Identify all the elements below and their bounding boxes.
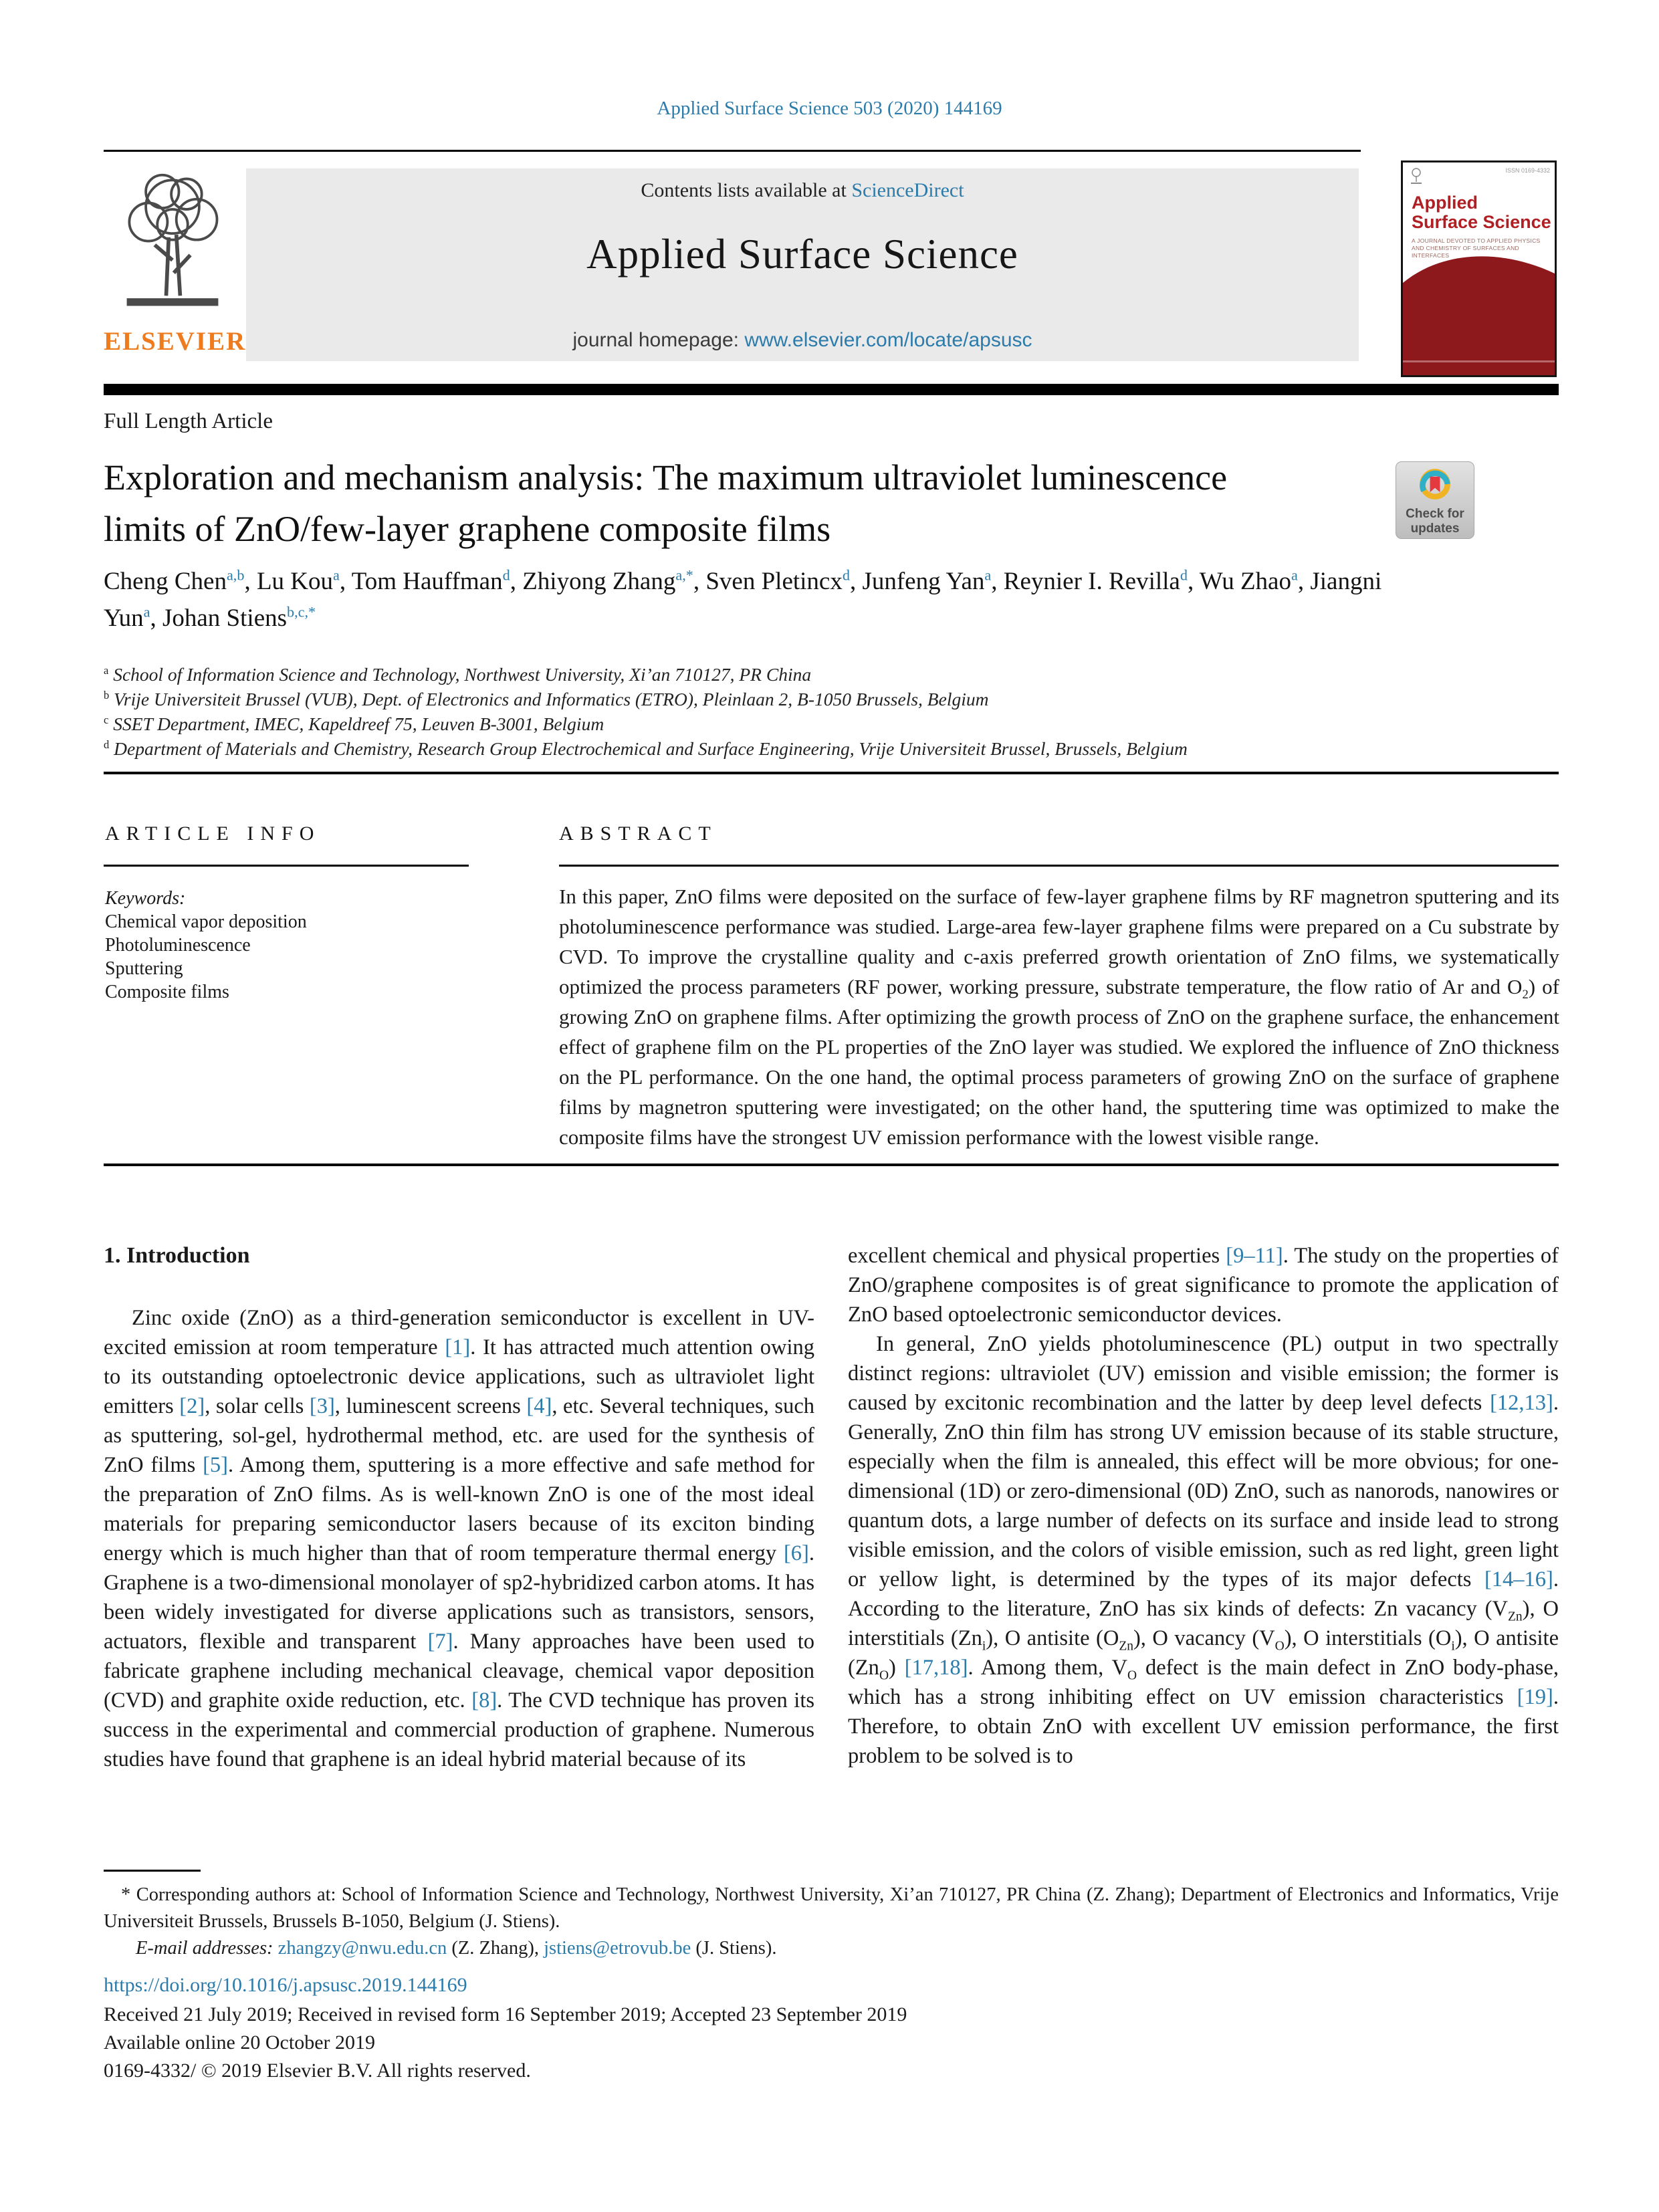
text-span: Department of Materials and Chemistry, Research Group Electrochemical and Surface Engineering, Vrije Universiteit Brussel, Brussels, Belgium: [114, 738, 1188, 759]
footnote-block: [104, 1882, 1559, 1962]
author-affiliation-superscript[interactable]: a: [333, 566, 340, 584]
citation-link[interactable]: [2]: [179, 1394, 205, 1418]
cover-title: Applied Surface Science: [1412, 193, 1551, 232]
email-link[interactable]: jstiens@etrovub.be: [544, 1938, 691, 1959]
article-title: Exploration and mechanism analysis: The maximum ultraviolet luminescence limits of ZnO/few-layer graphene composite films: [104, 457, 1228, 549]
affiliation-superscript: d: [104, 738, 110, 751]
author-affiliation-superscript[interactable]: a: [984, 566, 992, 584]
intro-paragraph-2: In general, ZnO yields photoluminescence (PL) output in two spectrally distinct regions: ultraviolet (UV) emission and visible emission; the former is caused by excitonic recombination and the latter by deep level defects [12,13]. Generally, ZnO thin film has strong UV emission because of its stable structure, especially when the film is annealed, this effect will be more obvious; for one-dimensional (1D) or zero-dimensional (0D) ZnO, such as nanorods, nanowires or quantum dots, a large number of defects on its surface and inside lead to strong visible emission, and the colors of visible emission, such as red light, green light or yellow light, is determined by the types of its major defects [14–16]. According to the literature, ZnO has six kinds of defects: Zn vacancy $(V_{Zn})$, O interstitials $(Zn_i)$, O antisite $(O_{Zn})$, O vacancy $(V_O)$, O interstitials $(O_i)$, O antisite $(Zn_O)$ [17,18]. Among them, $V_O$ defect is the main defect in ZnO body-phase, which has a strong inhibiting effect on UV emission characteristics [19]. Therefore, to obtain ZnO with excellent UV emission performance, the first problem to be solved is to: [848, 1332, 1559, 1768]
doi-link[interactable]: https://doi.org/10.1016/j.apsusc.2019.144169: [104, 1974, 467, 1996]
article-info-rule: [104, 865, 469, 867]
corresponding-authors-note: * Corresponding authors at: School of Information Science and Technology, Northwest University, Xi’an 710127, PR China (Z. Zhang); Department of Electronics and Informatics, Vrije Universiteit Brussels, Brussels B-1050, Belgium (J. Stiens).: [104, 1884, 1559, 1932]
top-divider: [104, 150, 1361, 152]
footnote-divider: [104, 1870, 201, 1872]
chemical-subscript: i: [982, 1639, 986, 1654]
masthead-bottom-rule: [104, 384, 1559, 395]
citation-link[interactable]: [17,18]: [904, 1656, 968, 1680]
body-column-left: [104, 1241, 814, 1774]
author-affiliation-superscript[interactable]: d: [1180, 566, 1188, 584]
citation-link[interactable]: [12,13]: [1490, 1391, 1553, 1415]
affiliation-superscript: b: [104, 688, 110, 701]
email-addresses-line: E-mail addresses: zhangzy@nwu.edu.cn (Z. Zhang), jstiens@etrovub.be (J. Stiens).: [136, 1938, 777, 1959]
journal-citation-header: Applied Surface Science 503 (2020) 144169: [657, 98, 1002, 119]
contents-prefix: Contents lists available at: [641, 179, 852, 201]
keyword-item: Sputtering: [105, 958, 183, 979]
sciencedirect-link[interactable]: ScienceDirect: [851, 179, 964, 201]
intro-paragraph-1-continued: excellent chemical and physical properties [9–11]. The study on the properties of ZnO/graphene composites is of great significance to promote the application of ZnO based optoelectronic semiconductor devices.: [848, 1244, 1559, 1327]
homepage-line: [246, 329, 1359, 352]
copyright-line: 0169-4332/ © 2019 Elsevier B.V. All rights reserved.: [104, 2060, 531, 2082]
author-affiliation-superscript[interactable]: b,c,*: [287, 603, 316, 621]
citation-link[interactable]: [19]: [1517, 1685, 1553, 1709]
cover-mini-tree-icon: [1409, 167, 1424, 186]
text-span: SSET Department, IMEC, Kapeldreef 75, Leuven B-3001, Belgium: [113, 713, 604, 734]
author-affiliation-superscript[interactable]: d: [842, 566, 850, 584]
article-type-label: Full Length Article: [104, 409, 273, 433]
affiliation-item: [104, 736, 1188, 761]
author-affiliation-superscript[interactable]: a,*: [675, 566, 693, 584]
email-link[interactable]: zhangzy@nwu.edu.cn: [278, 1938, 447, 1959]
cover-issn: ISSN 0169-4332: [1505, 167, 1550, 174]
contents-line: [246, 179, 1359, 202]
keywords-list: [105, 910, 307, 1004]
check-for-updates-label: Check for updates: [1406, 507, 1464, 536]
author-affiliation-superscript[interactable]: a,b: [226, 566, 245, 584]
citation-link[interactable]: [4]: [526, 1394, 552, 1418]
keywords-label: Keywords:: [105, 888, 186, 909]
chemical-subscript: Zn: [1507, 1610, 1523, 1624]
abstract-bottom-rule: [104, 1164, 1559, 1166]
chemical-subscript: O: [879, 1668, 889, 1683]
intro-paragraph-1: Zinc oxide (ZnO) as a third-generation semiconductor is excellent in UV-excited emission at room temperature [1]. It has attracted much attention owing to its outstanding optoelectronic device applications, such as ultraviolet light emitters [2], solar cells [3], luminescent screens [4], etc. Several techniques, such as sputtering, sol-gel, hydrothermal method, etc. are used for the synthesis of ZnO films [5]. Among them, sputtering is a more effective and safe method for the preparation of ZnO films. As is well-known ZnO is one of the most ideal materials for preparing semiconductor lasers because of its exciton binding energy which is much higher than that of room temperature thermal energy [6]. Graphene is a two-dimensional monolayer of sp2-hybridized carbon atoms. It has been widely investigated for diverse applications such as transistors, sensors, actuators, flexible and transparent [7]. Many approaches have been used to fabricate graphene including mechanical cleavage, chemical vapor deposition (CVD) and graphite oxide reduction, etc. [8]. The CVD technique has proven its success in the experimental and commercial production of graphene. Numerous studies have found that graphene is an ideal hybrid material because of its: [104, 1306, 814, 1771]
header-body-divider: [104, 772, 1559, 774]
cover-red-curve: [1403, 241, 1555, 375]
article-info-heading: ARTICLE INFO: [105, 822, 321, 845]
affiliation-list: [104, 662, 1188, 761]
author-affiliation-superscript[interactable]: d: [502, 566, 510, 584]
citation-link[interactable]: [5]: [203, 1453, 229, 1477]
citation-link[interactable]: [6]: [783, 1541, 809, 1565]
journal-title: Applied Surface Science: [586, 231, 1018, 278]
keyword-item: Chemical vapor deposition: [105, 911, 307, 932]
text-span: Vrije Universiteit Brussel (VUB), Dept. of Electronics and Informatics (ETRO), Pleinlaan 2, B-1050 Brussels, Belgium: [114, 689, 989, 709]
text-span: E-mail addresses:: [136, 1938, 273, 1959]
affiliation-item: [104, 687, 1188, 711]
homepage-prefix: journal homepage:: [572, 329, 745, 351]
chemical-subscript: O: [1275, 1639, 1285, 1654]
masthead-band: [246, 169, 1359, 361]
journal-cover-thumbnail: [1401, 160, 1557, 377]
homepage-url-link[interactable]: www.elsevier.com/locate/apsusc: [744, 329, 1032, 351]
abstract-heading: ABSTRACT: [559, 822, 717, 845]
affiliation-superscript: a: [104, 663, 109, 677]
affiliation-superscript: c: [104, 713, 109, 726]
keyword-item: Composite films: [105, 982, 229, 1002]
cover-subtitle: A JOURNAL DEVOTED TO APPLIED PHYSICS AND CHEMISTRY OF SURFACES AND INTERFACES: [1412, 237, 1541, 259]
elsevier-tree-icon: [109, 171, 236, 325]
citation-link[interactable]: [3]: [309, 1394, 335, 1418]
check-for-updates-icon: [1416, 465, 1454, 503]
body-column-right: [848, 1241, 1559, 1771]
received-dates: Received 21 July 2019; Received in revised form 16 September 2019; Accepted 23 September 2019: [104, 2003, 907, 2025]
elsevier-wordmark: ELSEVIER: [104, 327, 247, 356]
text-span: School of Information Science and Technology, Northwest University, Xi’an 710127, PR China: [113, 664, 812, 685]
elsevier-logo: [104, 171, 247, 361]
available-online-date: Available online 20 October 2019: [104, 2031, 375, 2054]
chemical-subscript: Zn: [1119, 1639, 1133, 1654]
affiliation-item: [104, 711, 1188, 736]
author-affiliation-superscript[interactable]: a: [1291, 566, 1298, 584]
abstract-body: In this paper, ZnO films were deposited on the surface of few-layer graphene films by RF magnetron sputtering and its photoluminescence performance was studied. Large-area few-layer graphene films were prepared on a Cu substrate by CVD. To improve the crystalline quality and c-axis preferred growth orientation of ZnO films, we systematically optimized the process parameters (RF power, working pressure, substrate temperature, the flow ratio of Ar and $O_2$) of growing ZnO on graphene films. After optimizing the growth process of ZnO on the graphene surface, the enhancement effect of graphene film on the PL properties of the ZnO layer was studied. We explored the influence of ZnO thickness on the PL performance. On the one hand, the optimal process parameters of growing ZnO on the surface of graphene films by magnetron sputtering were investigated; on the other hand, the sputtering time was optimized to make the composite films have the strongest UV emission performance with the lowest visible range.: [559, 885, 1559, 1149]
author-affiliation-superscript[interactable]: a: [143, 603, 150, 621]
citation-link[interactable]: [9–11]: [1226, 1244, 1283, 1268]
citation-link[interactable]: [1]: [445, 1335, 471, 1359]
section-heading-introduction: 1. Introduction: [104, 1243, 250, 1268]
affiliation-item: [104, 662, 1188, 687]
abstract-rule: [559, 865, 1559, 867]
chemical-subscript: i: [1451, 1639, 1455, 1654]
check-for-updates-badge[interactable]: [1396, 461, 1474, 539]
keywords-block: [105, 887, 307, 1004]
author-list: Cheng Chen$^{a,b}$, Lu Kou$^a$, Tom Hauffman$^d$, Zhiyong Zhang$^{a,*}$, Sven Pletincx$^d$, Junfeng Yan$^a$, Reynier I. Revilla$^d$, Wu Zhao$^a$, Jiangni Yun$^a$, Johan Stiens$^{b,c,*}$: [104, 566, 1382, 632]
citation-link[interactable]: [14–16]: [1484, 1567, 1553, 1591]
chemical-subscript: 2: [1522, 988, 1529, 1002]
keyword-item: Photoluminescence: [105, 935, 251, 956]
chemical-subscript: O: [1127, 1668, 1137, 1683]
citation-link[interactable]: [7]: [427, 1630, 453, 1654]
citation-link[interactable]: [8]: [471, 1688, 497, 1712]
